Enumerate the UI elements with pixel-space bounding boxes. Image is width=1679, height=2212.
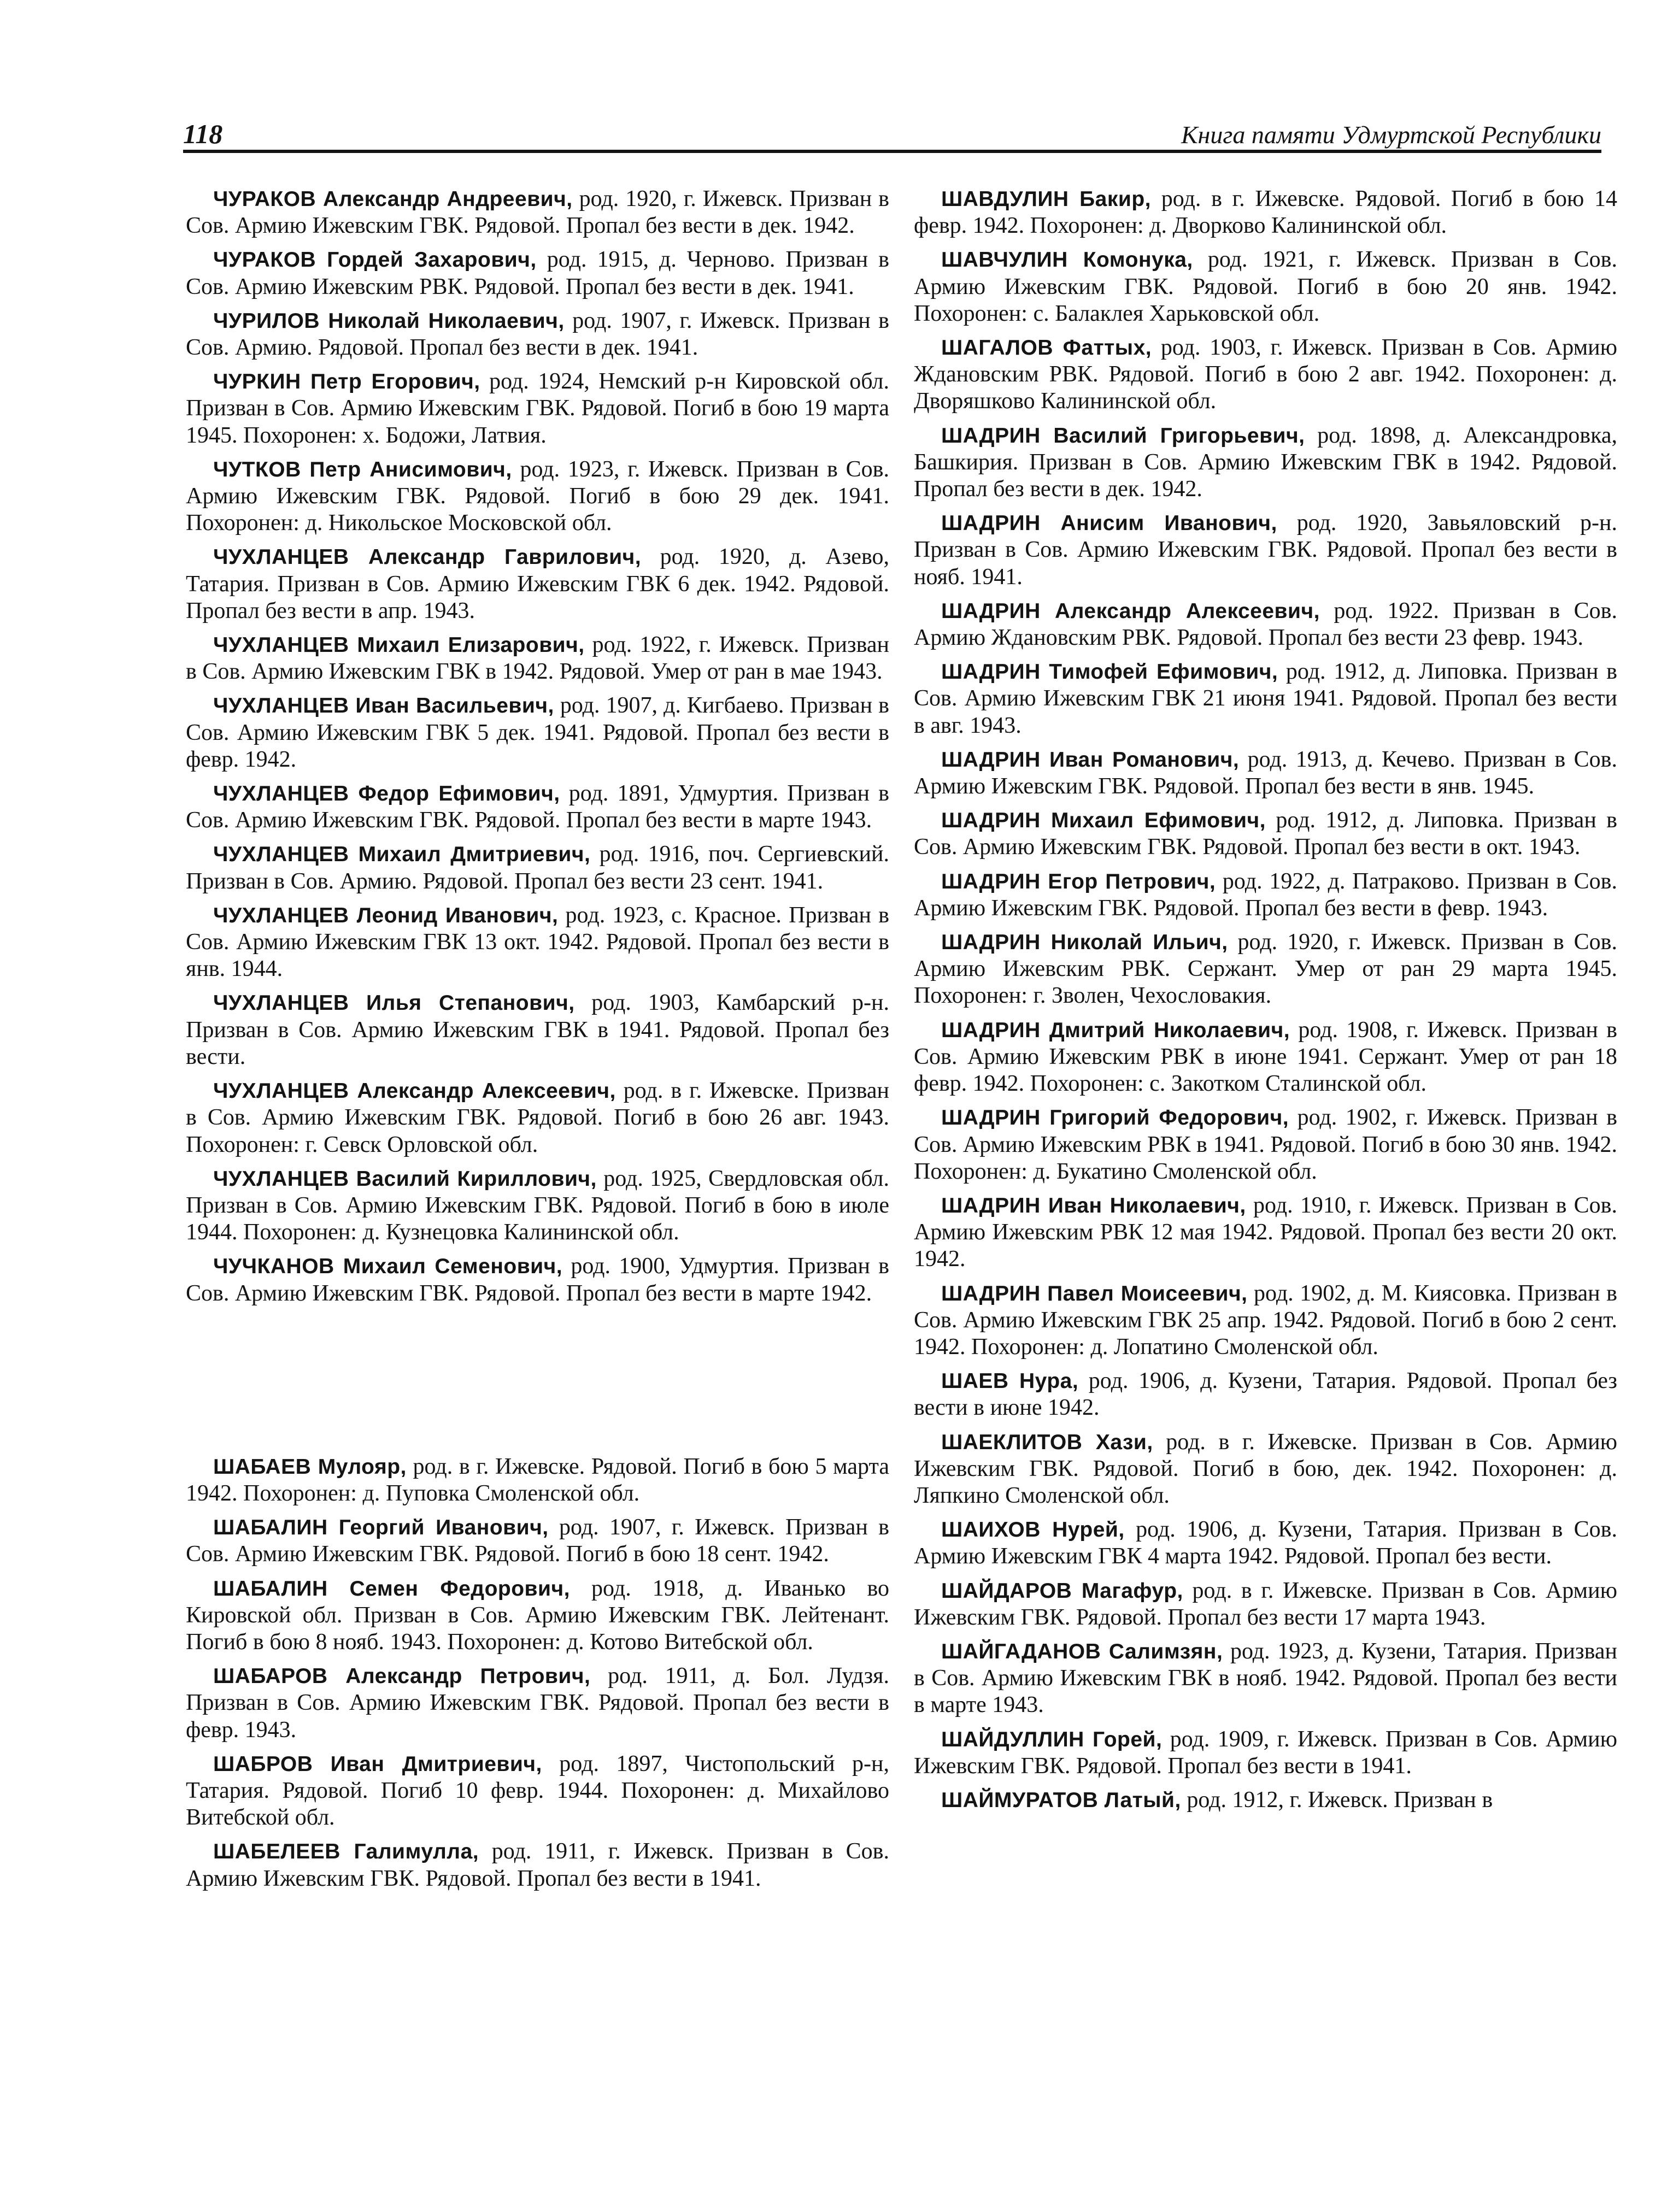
person-name: ЧУРИЛОВ Николай Николаевич, xyxy=(213,309,565,333)
memorial-entry xyxy=(186,186,889,239)
entry-details: род. 1920, г. Ижевск. Призван в Сов. Армию Ижевским РВК. Сержант. Умер от ран 29 марта 1945. Похоронен: г. Зволен, Чехословакия. xyxy=(914,929,1617,1009)
person-name: ШАЙДАРОВ Магафур, xyxy=(941,1579,1183,1603)
person-name: ШАДРИН Дмитрий Николаевич, xyxy=(941,1018,1290,1042)
memorial-entry xyxy=(186,1575,889,1656)
memorial-entry xyxy=(186,1253,889,1307)
left-column xyxy=(186,186,889,1899)
person-name: ШАДРИН Александр Алексеевич, xyxy=(941,599,1320,623)
right-column xyxy=(914,186,1617,1821)
entry-details: род. 1923, г. Ижевск. Призван в Сов. Армию Ижевским ГВК. Рядовой. Погиб в бою 29 дек. 1941. Похоронен: д. Никольское Московской обл. xyxy=(186,456,889,536)
person-name: ШАДРИН Михаил Ефимович, xyxy=(941,809,1266,833)
entry-details: род. 1907, г. Ижевск. Призван в Сов. Армию Ижевским ГВК. Рядовой. Погиб в бою 18 сент. 1942. xyxy=(186,1515,890,1567)
memorial-entry xyxy=(914,1368,1617,1421)
memorial-entry xyxy=(914,1578,1617,1631)
memorial-entry xyxy=(186,1663,889,1744)
entry-details: род. 1891, Удмуртия. Призван в Сов. Армию Ижевским ГВК. Рядовой. Пропал без вести в марте 1943. xyxy=(186,781,889,833)
person-name: ЧУРАКОВ Александр Андреевич, xyxy=(213,187,573,211)
entry-details: род. 1925, Свердловская обл. Призван в Сов. Армию Ижевским ГВК. Рядовой. Погиб в бою в июле 1944. Похоронен: д. Кузнецовка Калининской обл. xyxy=(186,1166,889,1245)
entry-details: род. 1902, г. Ижевск. Призван в Сов. Армию Ижевским РВК в 1941. Рядовой. Погиб в бою 30 янв. 1942. Похоронен: д. Букатино Смоленской обл. xyxy=(914,1105,1617,1184)
entry-details: род. в г. Ижевске. Призван в Сов. Армию Ижевским ГВК. Рядовой. Погиб в бою, дек. 1942. Похоронен: д. Ляпкино Смоленской обл. xyxy=(914,1429,1617,1508)
memorial-entry xyxy=(186,780,889,834)
entry-details: род. 1915, д. Черново. Призван в Сов. Армию Ижевским РВК. Рядовой. Пропал без вести в дек. 1941. xyxy=(186,247,889,299)
memorial-entry xyxy=(186,1078,889,1158)
entry-details: род. 1918, д. Иванько во Кировской обл. Призван в Сов. Армию Ижевским ГВК. Лейтенант. Погиб в бою 8 нояб. 1943. Похоронен: д. Котово Витебской обл. xyxy=(186,1575,889,1655)
entry-details: род. 1908, г. Ижевск. Призван в Сов. Армию Ижевским РВК в июне 1941. Сержант. Умер от ран 18 февр. 1942. Похоронен: с. Закотком Сталинской обл. xyxy=(914,1017,1617,1097)
memorial-entry xyxy=(914,658,1617,739)
entry-details: род. 1913, д. Кечево. Призван в Сов. Армию Ижевским ГВК. Рядовой. Пропал без вести в янв. 1945. xyxy=(914,746,1617,799)
person-name: ШАДРИН Егор Петрович, xyxy=(941,869,1216,893)
person-name: ШАБАЛИН Семен Федорович, xyxy=(213,1576,570,1601)
memorial-entry xyxy=(186,1166,889,1246)
person-name: ШАДРИН Павел Моисеевич, xyxy=(941,1281,1248,1305)
person-name: ЧУХЛАНЦЕВ Василий Кириллович, xyxy=(213,1167,597,1191)
entry-details: род. 1903, Камбарский р-н. Призван в Сов. Армию Ижевским ГВК в 1941. Рядовой. Пропал без вести. xyxy=(186,990,889,1069)
memorial-entry xyxy=(186,1454,889,1507)
person-name: ЧУРКИН Петр Егорович, xyxy=(213,370,480,394)
entry-details: род. в г. Ижевске. Рядовой. Погиб в бою 14 февр. 1942. Похоронен: д. Дворково Калининской обл. xyxy=(914,186,1618,239)
person-name: ШАБЕЛЕЕВ Галимулла, xyxy=(213,1840,479,1864)
person-name: ШАБАЛИН Георгий Иванович, xyxy=(213,1516,549,1540)
memorial-entry xyxy=(914,1638,1617,1719)
memorial-entry xyxy=(914,1280,1617,1361)
entry-details: род. в г. Ижевске. Призван в Сов. Армию Ижевским ГВК. Рядовой. Погиб в бою 26 авг. 1943. Похоронен: г. Севск Орловской обл. xyxy=(186,1078,889,1157)
person-name: ШАЕВ Нура, xyxy=(941,1369,1079,1393)
person-name: ЧУХЛАНЦЕВ Иван Васильевич, xyxy=(213,694,554,718)
memorial-entry xyxy=(914,186,1617,239)
memorial-entry xyxy=(914,1516,1617,1570)
person-name: ШАДРИН Василий Григорьевич, xyxy=(941,423,1305,448)
entry-details: род. 1912, д. Липовка. Призван в Сов. Армию Ижевским ГВК 21 июня 1941. Рядовой. Пропал без вести в авг. 1943. xyxy=(914,659,1617,738)
person-name: ЧУЧКАНОВ Михаил Семенович, xyxy=(213,1255,563,1279)
entry-details: род. 1912, д. Липовка. Призван в Сов. Армию Ижевским ГВК. Рядовой. Пропал без вести в окт. 1943. xyxy=(914,808,1617,860)
memorial-entry xyxy=(914,1104,1617,1185)
memorial-entry xyxy=(186,544,889,625)
entry-details: род. 1920, д. Азево, Татария. Призван в Сов. Армию Ижевским ГВК 6 дек. 1942. Рядовой. Пропал без вести в апр. 1943. xyxy=(186,544,889,623)
person-name: ШАГАЛОВ Фаттых, xyxy=(941,336,1152,360)
entry-details: род. 1907, г. Ижевск. Призван в Сов. Армию. Рядовой. Пропал без вести в дек. 1941. xyxy=(186,308,889,361)
entry-details: род. 1920, Завьяловский р-н. Призван в Сов. Армию Ижевским ГВК. Рядовой. Пропал без вести в нояб. 1941. xyxy=(914,510,1617,590)
memorial-entry xyxy=(186,990,889,1070)
memorial-entry xyxy=(914,246,1617,327)
memorial-entry xyxy=(914,1192,1617,1273)
memorial-entry xyxy=(186,1751,889,1832)
memorial-entry xyxy=(914,1429,1617,1510)
memorial-entry xyxy=(914,422,1617,503)
page-number: 118 xyxy=(183,119,223,149)
memorial-entry xyxy=(914,868,1617,922)
entry-details: род. 1900, Удмуртия. Призван в Сов. Армию Ижевским ГВК. Рядовой. Пропал без вести в марте 1942. xyxy=(186,1254,889,1306)
person-name: ЧУХЛАНЦЕВ Александр Алексеевич, xyxy=(213,1079,616,1103)
person-name: ШАЙГАДАНОВ Салимзян, xyxy=(941,1639,1223,1663)
entry-details: род. 1897, Чистопольский р-н, Татария. Рядовой. Погиб 10 февр. 1944. Похоронен: д. Михайлово Витебской обл. xyxy=(186,1751,890,1831)
memorial-entry xyxy=(914,1017,1617,1098)
entry-details: род. в г. Ижевске. Призван в Сов. Армию Ижевским ГВК. Рядовой. Пропал без вести 17 марта 1943. xyxy=(914,1578,1617,1630)
person-name: ЧУХЛАНЦЕВ Михаил Елизарович, xyxy=(213,633,585,657)
person-name: ШАБАРОВ Александр Петрович, xyxy=(213,1664,591,1689)
memorial-entry xyxy=(186,692,889,773)
person-name: ШАЕКЛИТОВ Хази, xyxy=(941,1430,1153,1454)
person-name: ШАДРИН Григорий Федорович, xyxy=(941,1106,1289,1130)
memorial-entry xyxy=(186,902,889,983)
memorial-entry xyxy=(186,1838,889,1892)
person-name: ШАВЧУЛИН Комонука, xyxy=(941,248,1193,272)
entry-details: род. 1916, поч. Сергиевский. Призван в Сов. Армию. Рядовой. Пропал без вести 23 сент. 1941. xyxy=(186,842,889,894)
person-name: ШАБРОВ Иван Дмитриевич, xyxy=(213,1752,542,1776)
person-name: ШАЙДУЛЛИН Горей, xyxy=(941,1727,1163,1751)
memorial-entry xyxy=(186,246,889,300)
person-name: ШАДРИН Анисим Иванович, xyxy=(941,511,1277,536)
person-name: ШАИХОВ Нурей, xyxy=(941,1518,1125,1542)
entry-details: род. 1903, г. Ижевск. Призван в Сов. Армию Ждановским РВК. Рядовой. Погиб в бою 2 авг. 1942. Похоронен: д. Дворяшково Калининской обл. xyxy=(914,335,1617,414)
person-name: ШАДРИН Иван Николаевич, xyxy=(941,1193,1246,1217)
entry-details: род. 1906, д. Кузени, Татария. Рядовой. Пропал без вести в июне 1942. xyxy=(914,1368,1618,1421)
memorial-entry xyxy=(914,1787,1617,1814)
entry-details: род. 1922, г. Ижевск. Призван в Сов. Армию Ижевским ГВК в 1942. Рядовой. Умер от ран в мае 1943. xyxy=(186,632,889,685)
entry-details: род. 1924, Немский р-н Кировской обл. Призван в Сов. Армию Ижевским ГВК. Рядовой. Погиб в бою 19 марта 1945. Похоронен: х. Бодожи, Латвия. xyxy=(186,369,889,448)
memorial-entry xyxy=(914,334,1617,415)
entry-details: род. 1920, г. Ижевск. Призван в Сов. Армию Ижевским ГВК. Рядовой. Пропал без вести в дек. 1942. xyxy=(186,186,890,239)
memorial-entry xyxy=(914,746,1617,800)
entry-details: род. 1923, с. Красное. Призван в Сов. Армию Ижевским ГВК 13 окт. 1942. Рядовой. Пропал без вести в янв. 1944. xyxy=(186,902,889,982)
entry-details: род. 1902, д. М. Киясовка. Призван в Сов. Армию Ижевским ГВК 25 апр. 1942. Рядовой. Погиб в бою 2 сент. 1942. Похоронен: д. Лопатино Смоленской обл. xyxy=(914,1280,1617,1360)
entry-details: род. 1912, г. Ижевск. Призван в xyxy=(1181,1787,1493,1813)
entry-details: род. 1911, г. Ижевск. Призван в Сов. Армию Ижевским ГВК. Рядовой. Пропал без вести в 1941. xyxy=(186,1839,889,1891)
memorial-entry xyxy=(914,929,1617,1010)
person-name: ШАВДУЛИН Бакир, xyxy=(941,187,1152,211)
person-name: ШАЙМУРАТОВ Латый, xyxy=(941,1788,1181,1812)
memorial-entry xyxy=(186,841,889,895)
person-name: ЧУРАКОВ Гордей Захарович, xyxy=(213,248,537,272)
section-break xyxy=(186,1314,889,1454)
memorial-entry xyxy=(914,598,1617,651)
person-name: ЧУТКОВ Петр Анисимович, xyxy=(213,457,512,481)
book-title: Книга памяти Удмуртской Республики xyxy=(1181,121,1601,149)
memorial-entry xyxy=(186,632,889,685)
person-name: ЧУХЛАНЦЕВ Федор Ефимович, xyxy=(213,782,560,806)
memorial-entry xyxy=(186,456,889,537)
entry-details: род. 1909, г. Ижевск. Призван в Сов. Армию Ижевским ГВК. Рядовой. Пропал без вести в 1941. xyxy=(914,1726,1617,1779)
person-name: ШАДРИН Николай Ильич, xyxy=(941,931,1228,955)
person-name: ЧУХЛАНЦЕВ Илья Степанович, xyxy=(213,991,575,1015)
memorial-entry xyxy=(914,1726,1617,1780)
entry-details: род. 1921, г. Ижевск. Призван в Сов. Армию Ижевским ГВК. Рядовой. Погиб в бою 20 янв. 1942. Похоронен: с. Балаклея Харьковской обл. xyxy=(914,247,1617,326)
person-name: ШАДРИН Иван Романович, xyxy=(941,748,1240,772)
entry-details: род. в г. Ижевске. Рядовой. Погиб в бою 5 марта 1942. Похоронен: д. Пуповка Смоленской обл. xyxy=(186,1454,889,1506)
memorial-entry xyxy=(186,368,889,449)
person-name: ШАБАЕВ Мулояр, xyxy=(213,1455,407,1479)
entry-details: род. 1910, г. Ижевск. Призван в Сов. Армию Ижевским РВК 12 мая 1942. Рядовой. Пропал без вести 20 окт. 1942. xyxy=(914,1192,1617,1272)
memorial-entry xyxy=(186,308,889,361)
person-name: ШАДРИН Тимофей Ефимович, xyxy=(941,660,1278,684)
person-name: ЧУХЛАНЦЕВ Михаил Дмитриевич, xyxy=(213,843,591,867)
person-name: ЧУХЛАНЦЕВ Александр Гаврилович, xyxy=(213,545,642,569)
entry-details: род. 1922. Призван в Сов. Армию Ждановским РВК. Рядовой. Пропал без вести 23 февр. 1943. xyxy=(914,598,1617,651)
memorial-entry xyxy=(186,1514,889,1568)
memorial-entry xyxy=(914,510,1617,591)
entry-details: род. 1911, д. Бол. Лудзя. Призван в Сов. Армию Ижевским ГВК. Рядовой. Пропал без вести в февр. 1943. xyxy=(186,1663,889,1743)
entry-details: род. 1923, д. Кузени, Татария. Призван в Сов. Армию Ижевским ГВК в нояб. 1942. Рядовой. Пропал без вести в марте 1943. xyxy=(914,1638,1617,1718)
memorial-entry xyxy=(914,807,1617,861)
entry-details: род. 1922, д. Патраково. Призван в Сов. Армию Ижевским ГВК. Рядовой. Пропал без вести в февр. 1943. xyxy=(914,868,1618,921)
running-header xyxy=(183,109,1601,153)
entry-details: род. 1906, д. Кузени, Татария. Призван в Сов. Армию Ижевским ГВК 4 марта 1942. Рядовой. Пропал без вести. xyxy=(914,1517,1617,1569)
person-name: ЧУХЛАНЦЕВ Леонид Иванович, xyxy=(213,903,559,927)
entry-details: род. 1907, д. Кигбаево. Призван в Сов. Армию Ижевским ГВК 5 дек. 1941. Рядовой. Пропал без вести в февр. 1942. xyxy=(186,693,889,772)
entry-details: род. 1898, д. Александровка, Башкирия. Призван в Сов. Армию Ижевским ГВК в 1942. Рядовой. Пропал без вести в дек. 1942. xyxy=(914,422,1617,502)
